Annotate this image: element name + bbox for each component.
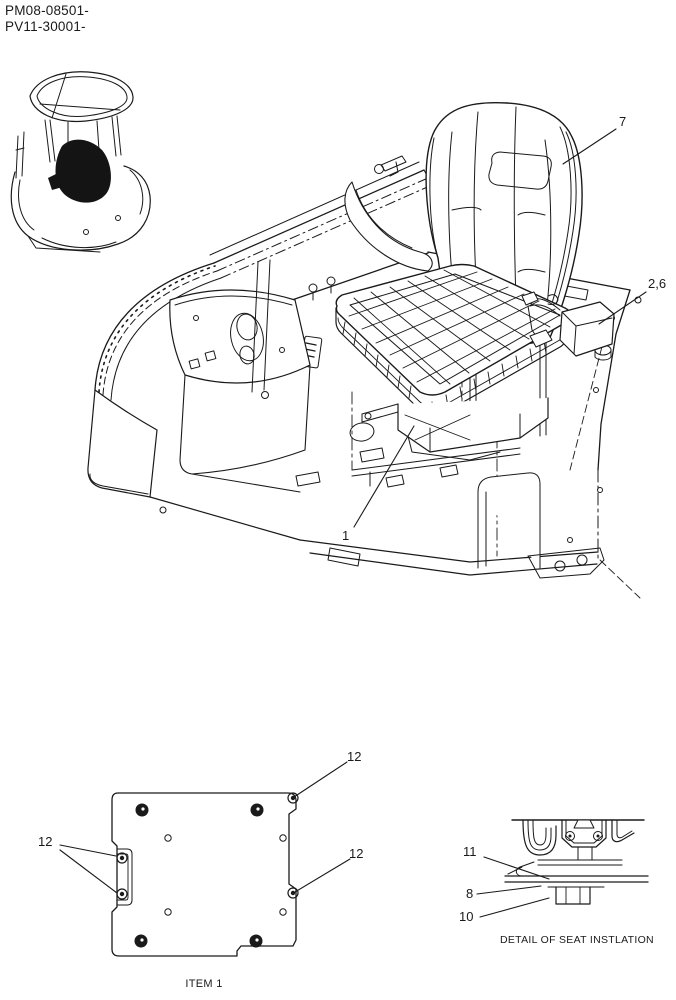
model-code-line-2: PV11-30001- xyxy=(5,19,86,34)
leader-lines-detail xyxy=(477,857,549,917)
callout-10: 10 xyxy=(459,909,474,924)
seat-rail-detail-drawing xyxy=(477,820,648,917)
callout-2-6: 2,6 xyxy=(648,276,667,291)
callout-12-left: 12 xyxy=(38,834,53,849)
detail-caption: DETAIL OF SEAT INSTLATION xyxy=(500,934,654,946)
callout-1: 1 xyxy=(342,528,350,543)
callout-12-right: 12 xyxy=(349,846,364,861)
left-console-panel xyxy=(88,260,310,540)
callout-12-top-right: 12 xyxy=(347,749,362,764)
seat-suspension-base xyxy=(362,398,548,460)
callout-8: 8 xyxy=(466,886,474,901)
model-code-line-1: PM08-08501- xyxy=(5,3,89,18)
callout-11: 11 xyxy=(463,844,477,859)
callout-7: 7 xyxy=(619,114,627,129)
mount-plate-drawing xyxy=(60,762,350,956)
leader-lines-item1 xyxy=(60,762,350,893)
plate-corner-hole xyxy=(135,804,264,948)
main-assembly-drawing xyxy=(88,103,646,598)
item1-caption: ITEM 1 xyxy=(185,978,223,990)
machine-locator-thumbnail xyxy=(11,72,150,252)
